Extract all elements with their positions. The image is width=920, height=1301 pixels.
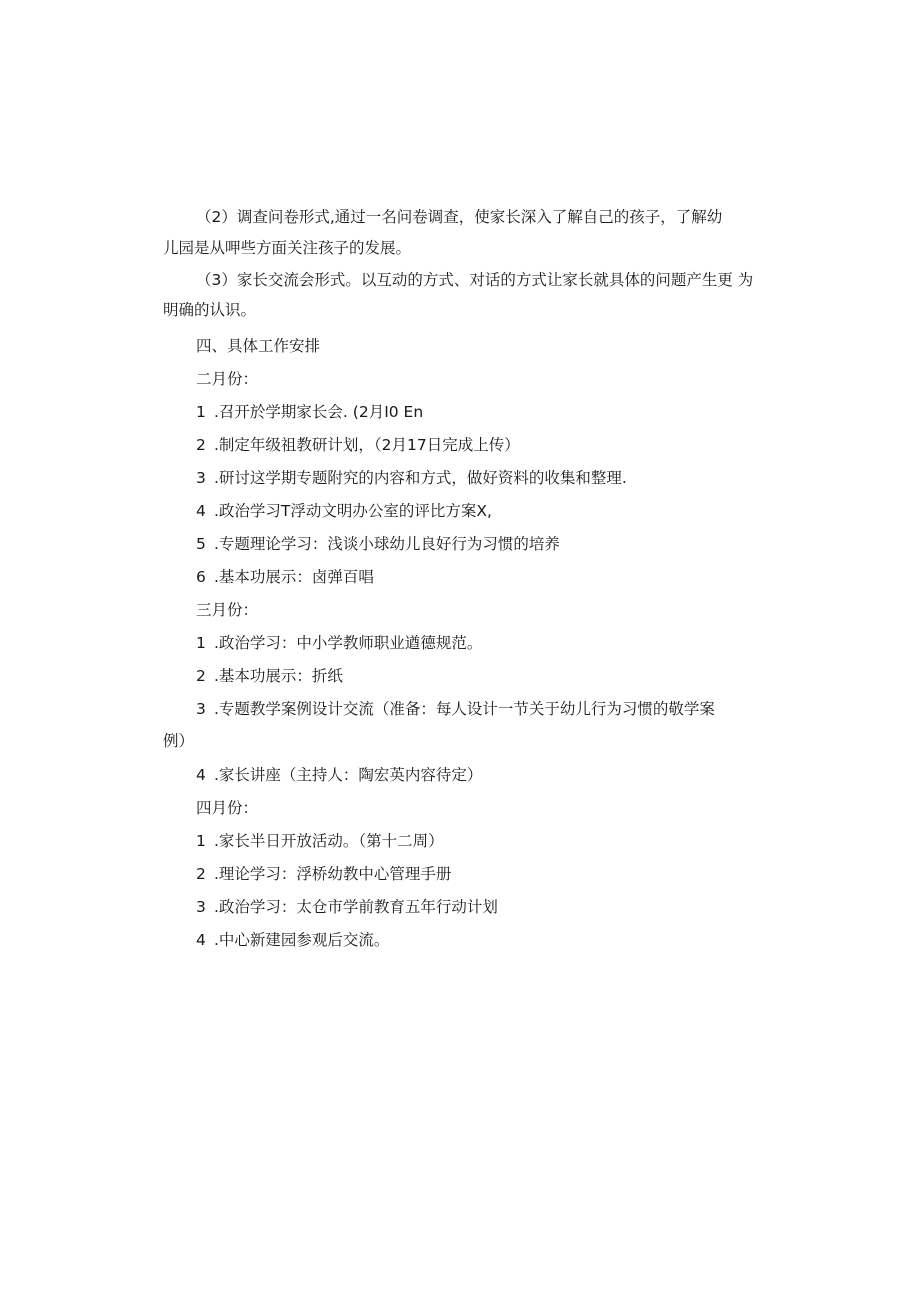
list-item: .研讨这学期专题附究的内容和方式，做好资料的收集和整理. — [214, 469, 627, 487]
method-2-line-2: 儿园是从呷些方面关注孩子的发展。 — [163, 239, 412, 257]
list-item: .基本功展示：卤弹百唱 — [214, 568, 374, 586]
list-item-number: 4 — [196, 931, 206, 949]
month-label-march: 三月份： — [196, 601, 259, 619]
list-item: .理论学习：浮桥幼教中心管理手册 — [214, 865, 452, 883]
list-item: .专题理论学习：浅谈小球幼儿良好行为习惯的培养 — [214, 535, 560, 553]
month-label-february: 二月份： — [196, 370, 259, 388]
section-heading-work-schedule: 四、具体工作安排 — [196, 337, 321, 355]
list-item-number: 1 — [196, 832, 206, 850]
list-item: .专题教学案例设计交流（准备：每人设计一节关于幼儿行为习惯的敬学案 — [214, 700, 715, 718]
list-item: .基本功展示：折纸 — [214, 667, 343, 685]
list-item-number: 2 — [196, 667, 206, 685]
month-label-april: 四月份： — [196, 799, 259, 817]
list-item-number: 3 — [196, 898, 206, 916]
list-item-number: 4 — [196, 766, 206, 784]
list-item-number: 1 — [196, 403, 206, 421]
method-3-line-1: （3）家长交流会形式。以互动的方式、对话的方式让家长就具体的问题产生更 为 — [196, 271, 754, 289]
list-item: .家长半日开放活动。（第十二周） — [214, 832, 444, 850]
list-item: .家长讲座（主持人：陶宏英内容待定） — [214, 766, 483, 784]
list-item-number: 3 — [196, 700, 206, 718]
list-item: .中心新建园参观后交流。 — [214, 931, 390, 949]
list-item-number: 3 — [196, 469, 206, 487]
list-item-number: 5 — [196, 535, 206, 553]
list-item-number: 6 — [196, 568, 206, 586]
list-item-number: 2 — [196, 436, 206, 454]
list-item: .政治学习：太仓市学前教育五年行动计划 — [214, 898, 498, 916]
method-3-line-2: 明确的认识。 — [163, 301, 257, 319]
list-item-number: 2 — [196, 865, 206, 883]
list-item: .召开於学期家长会. (2月I0 En — [214, 403, 424, 421]
list-item-number: 1 — [196, 634, 206, 652]
list-item-continuation: 例） — [163, 732, 195, 750]
list-item: .政治学习T浮动文明办公室的评比方案X, — [214, 502, 492, 520]
list-item: .政治学习：中小学教师职业遒德规范。 — [214, 634, 483, 652]
list-item: .制定年级祖教研计划，（2月17日完成上传） — [214, 436, 520, 454]
method-2-line-1: （2）调查问卷形式,通过一名问卷调查，使家长深入了解自己的孩子，了解幼 — [196, 208, 723, 226]
list-item-number: 4 — [196, 502, 206, 520]
